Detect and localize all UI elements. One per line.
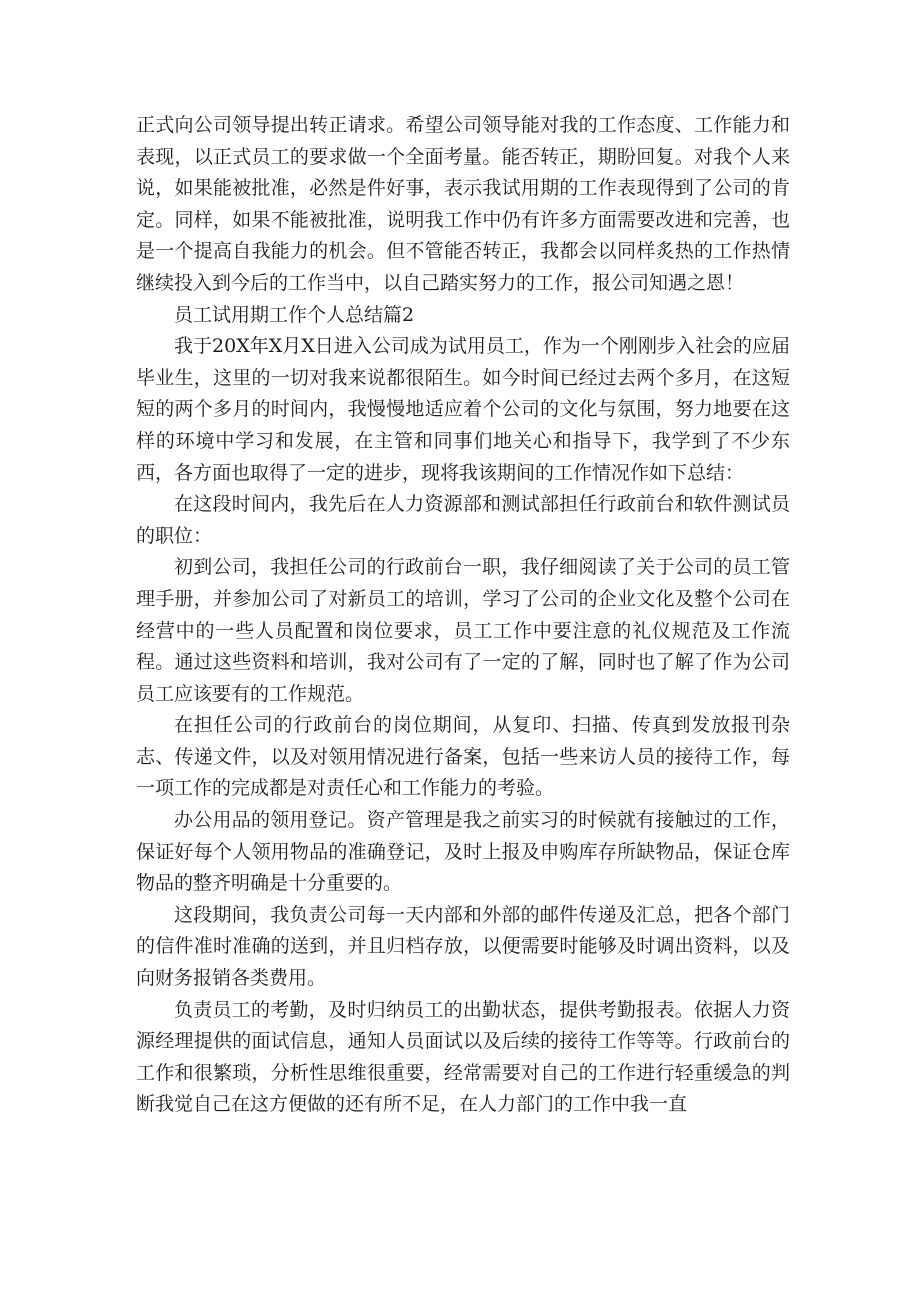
paragraph-attendance: 负责员工的考勤，及时归纳员工的出勤状态，提供考勤报表。依据人力资源经理提供的面试信息，通知人员面试以及后续的接待工作等等。行政前台的工作和很繁琐，分析性思维很重要，经常需要对自己的工作进行轻重缓急的判断我觉自己在这方便做的还有所不足，在人力部门的工作中我一直	[136, 998, 790, 1116]
paragraph-roles: 在这段时间内，我先后在人力资源部和测试部担任行政前台和软件测试员的职位：	[136, 493, 790, 547]
paragraph-office-supplies: 办公用品的领用登记。资产管理是我之前实习的时候就有接触过的工作，保证好每个人领用物品的准确登记，及时上报及申购库存所缺物品，保证仓库物品的整齐明确是十分重要的。	[136, 809, 790, 895]
paragraph-start: 我于20X年X月X日进入公司成为试用员工，作为一个刚刚步入社会的应届毕业生，这里的一切对我来说都很陌生。如今时间已经过去两个多月，在这短短的两个多月的时间内，我慢慢地适应着个公司的文化与氛围，努力地要在这样的环境中学习和发展，在主管和同事们地关心和指导下，我学到了不少东西，各方面也取得了一定的进步，现将我该期间的工作情况作如下总结：	[136, 335, 790, 484]
paragraph-front-desk: 在担任公司的行政前台的岗位期间，从复印、扫描、传真到发放报刊杂志、传递文件，以及对领用情况进行备案，包括一些来访人员的接待工作，每一项工作的完成都是对责任心和工作能力的考验。	[136, 714, 790, 800]
paragraph-onboarding: 初到公司，我担任公司的行政前台一职，我仔细阅读了关于公司的员工管理手册，并参加公司了对新员工的培训，学习了公司的企业文化及整个公司在经营中的一些人员配置和岗位要求，员工工作中要注意的礼仪规范及工作流程。通过这些资料和培训，我对公司有了一定的了解，同时也了解了作为公司员工应该要有的工作规范。	[136, 556, 790, 705]
paragraph-mail: 这段期间，我负责公司每一天内部和外部的邮件传递及汇总，把各个部门的信件准时准确的送到，并且归档存放，以便需要时能够及时调出资料，以及向财务报销各类费用。	[136, 903, 790, 990]
section-heading: 员工试用期工作个人总结篇2	[174, 303, 415, 326]
paragraph-intro: 正式向公司领导提出转正请求。希望公司领导能对我的工作态度、工作能力和表现，以正式员工的要求做一个全面考量。能否转正，期盼回复。对我个人来说，如果能被批准，必然是件好事，表示我试用期的工作表现得到了公司的肯定。同样，如果不能被批准，说明我工作中仍有许多方面需要改进和完善，也是一个提高自我能力的机会。但不管能否转正，我都会以同样炙热的工作热情继续投入到今后的工作当中，以自己踏实努力的工作，报公司知遇之恩！	[136, 114, 790, 294]
